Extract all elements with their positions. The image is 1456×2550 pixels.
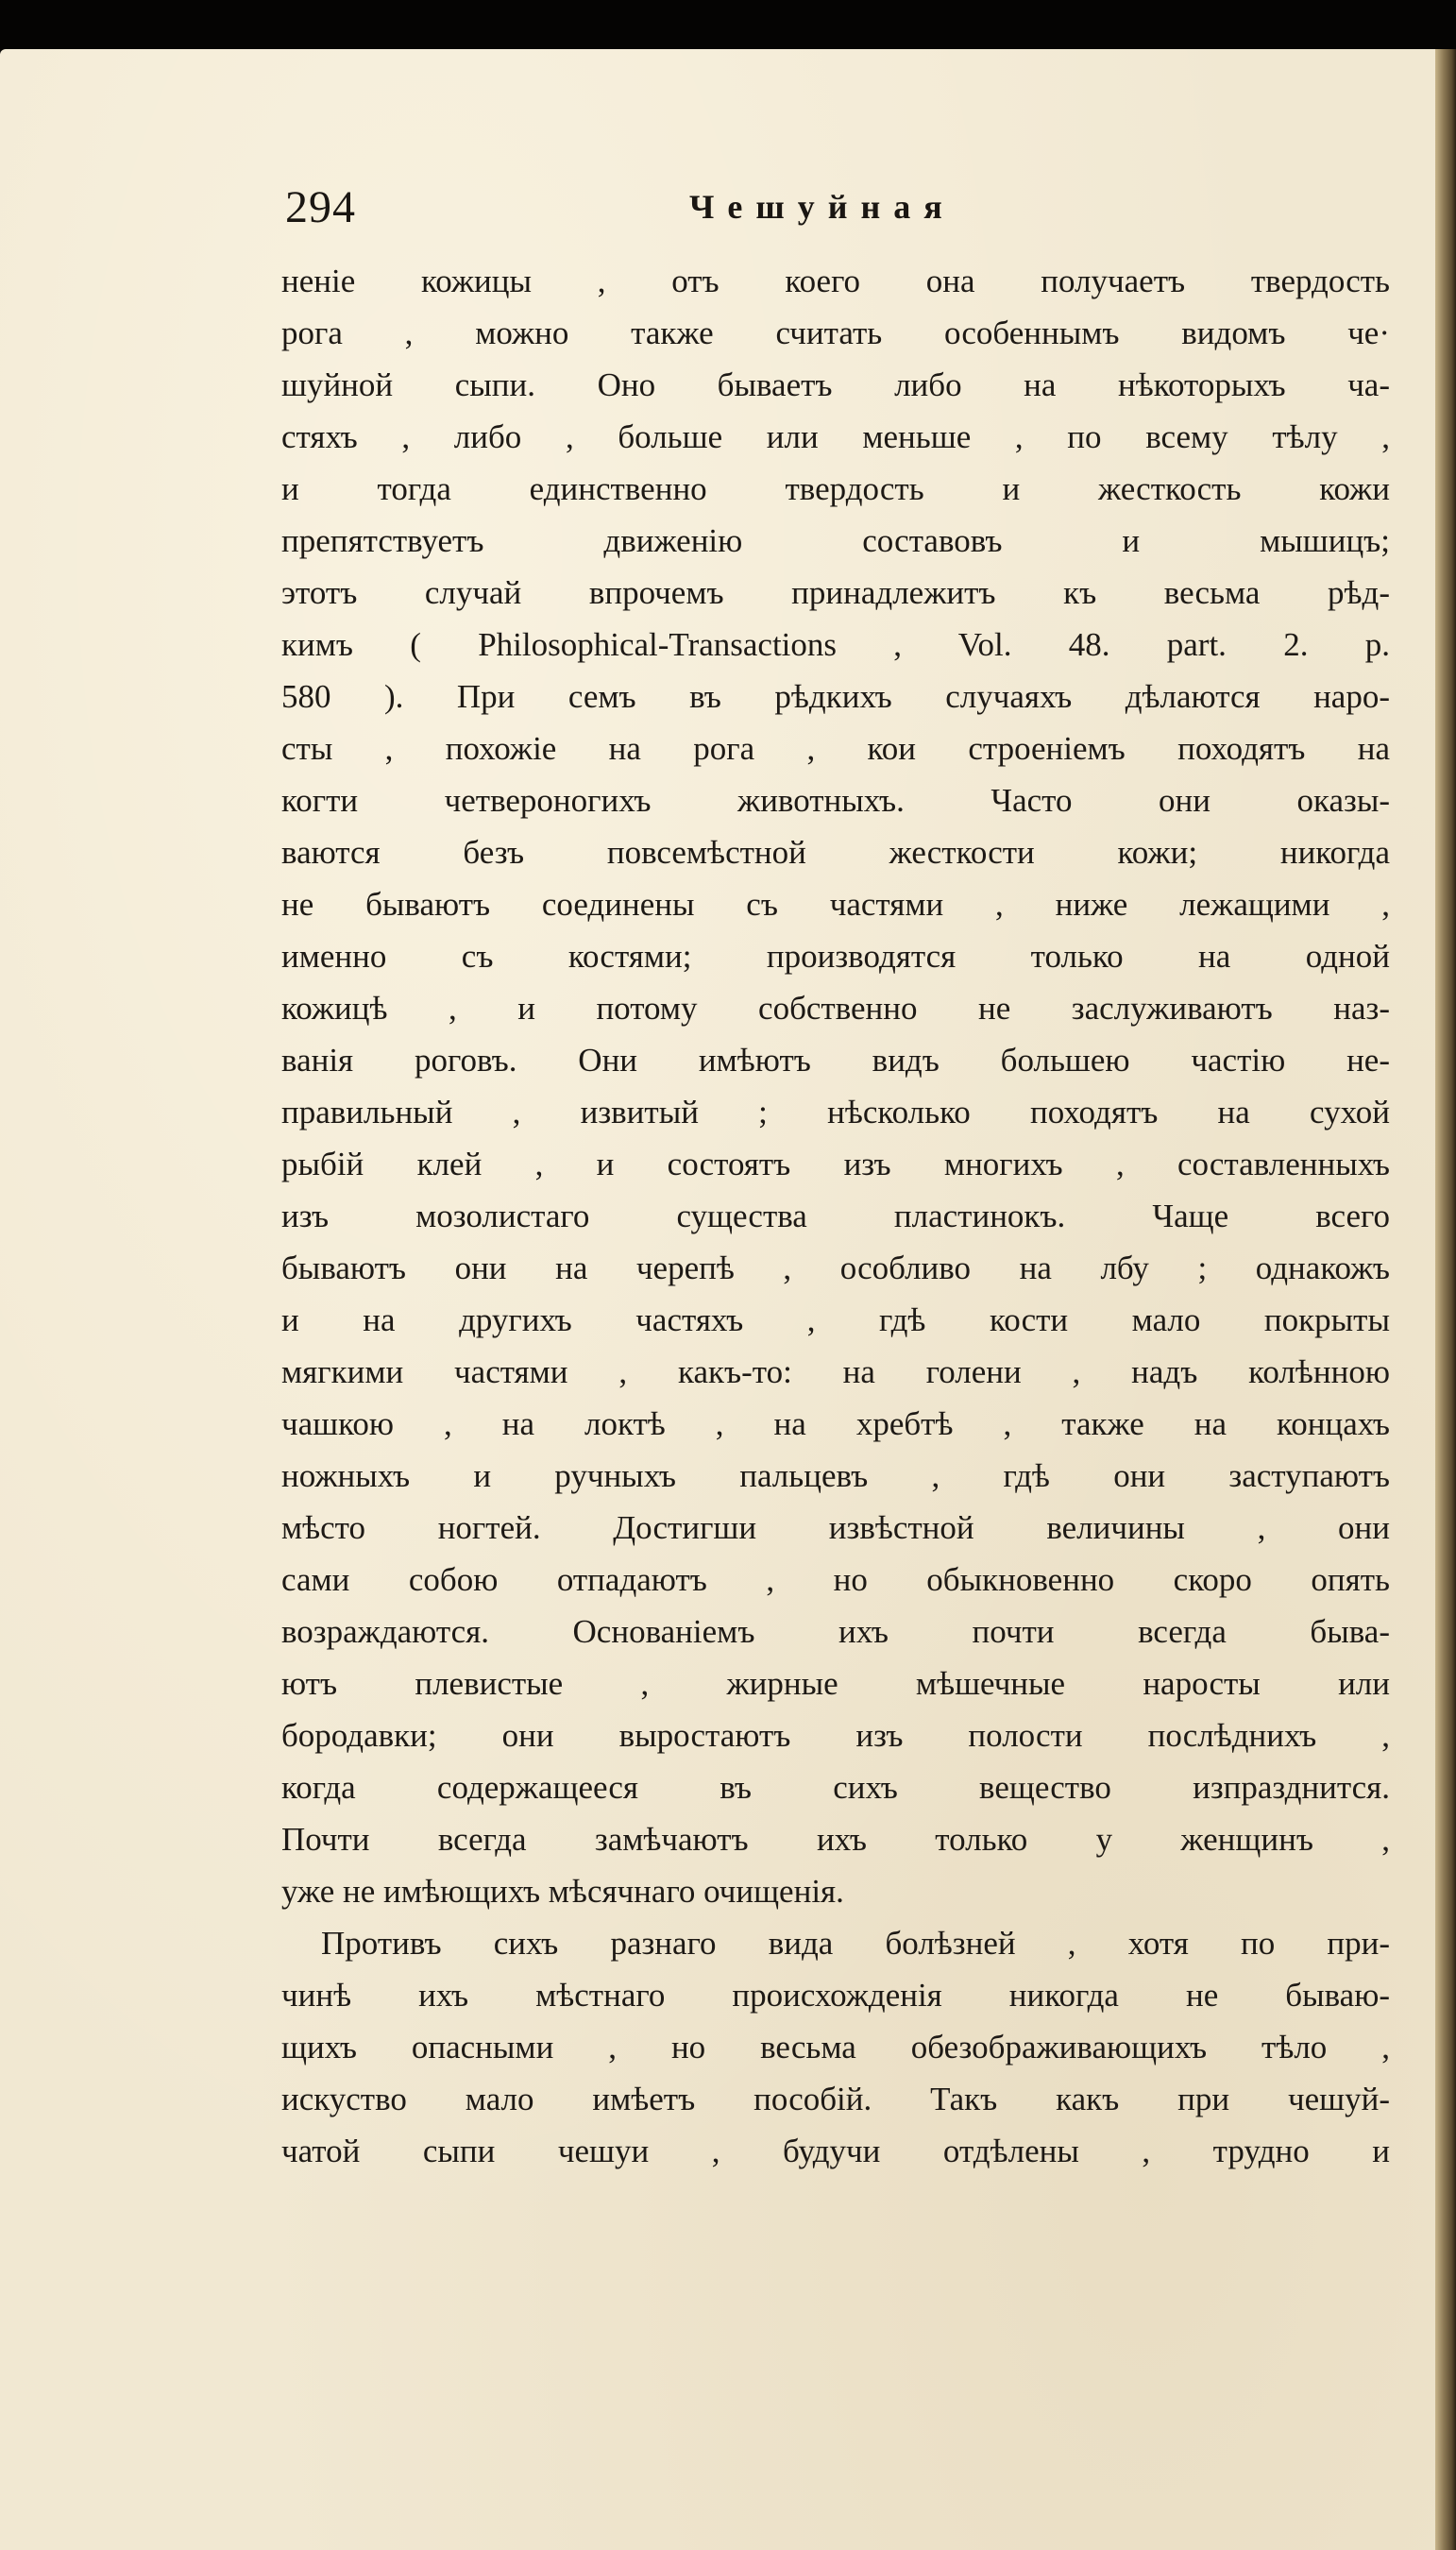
text-line: сты , похожіе на рога , кои строеніемъ походятъ на: [281, 730, 1390, 767]
text-line: неніе кожицы , отъ коего она получаетъ твердость: [281, 263, 1390, 299]
text-line: ваются безъ повсемѣстной жесткости кожи; никогда: [281, 834, 1390, 871]
text-line: когти четвероногихъ животныхъ. Часто они оказы-: [281, 782, 1390, 819]
text-line: когда содержащееся въ сихъ вещество изпразднится.: [281, 1769, 1390, 1806]
text-line: ванія роговъ. Они имѣютъ видъ большею частію не-: [281, 1042, 1390, 1079]
text-line: препятствуетъ движенію составовъ и мышицъ;: [281, 522, 1390, 559]
text-line: Противъ сихъ разнаго вида болѣзней , хотя по при-: [321, 1925, 1390, 1962]
text-line: 580 ). При семъ въ рѣдкихъ случаяхъ дѣлаются наро-: [281, 678, 1390, 715]
text-line: рога , можно также считать особеннымъ видомъ че·: [281, 314, 1390, 351]
text-line: щихъ опасными , но весьма обезображивающихъ тѣло ,: [281, 2029, 1390, 2066]
text-line: Почти всегда замѣчаютъ ихъ только у женщинъ ,: [281, 1821, 1390, 1858]
page-header: [285, 181, 1390, 247]
body-text: [281, 255, 1390, 2177]
text-line: чатой сыпи чешуи , будучи отдѣлены , трудно и: [281, 2133, 1390, 2169]
running-head: Чешуйная: [689, 188, 956, 226]
page-number: 294: [285, 182, 356, 232]
text-line: и на другихъ частяхъ , гдѣ кости мало покрыты: [281, 1301, 1390, 1338]
text-line: мягкими частями , какъ-то: на голени , надъ колѣнною: [281, 1353, 1390, 1390]
text-line: ютъ плевистые , жирные мѣшечные наросты или: [281, 1665, 1390, 1702]
text-line: бываютъ они на черепѣ , особливо на лбу ; однакожъ: [281, 1250, 1390, 1286]
text-line: чинѣ ихъ мѣстнаго происхожденія никогда не бываю-: [281, 1977, 1390, 2014]
text-line: правильный , извитый ; нѣсколько походятъ на сухой: [281, 1094, 1390, 1130]
text-line: уже не имѣющихъ мѣсячнаго очищенія.: [281, 1873, 844, 1910]
text-line: мѣсто ногтей. Достигши извѣстной величины , они: [281, 1509, 1390, 1546]
text-line: ножныхъ и ручныхъ пальцевъ , гдѣ они заступаютъ: [281, 1457, 1390, 1494]
text-line: возраждаются. Основаніемъ ихъ почти всегда быва-: [281, 1613, 1390, 1650]
page-edge-shadow: [1435, 49, 1456, 2550]
text-line: этотъ случай впрочемъ принадлежитъ къ весьма рѣд-: [281, 574, 1390, 611]
text-line: кимъ ( Philosophical-Transactions , Vol. 48. part. 2. p.: [281, 626, 1390, 663]
text-line: шуйной сыпи. Оно бываетъ либо на нѣкоторыхъ ча-: [281, 366, 1390, 403]
text-line: не бываютъ соединены съ частями , ниже лежащими ,: [281, 886, 1390, 923]
text-line: кожицѣ , и потому собственно не заслуживаютъ наз-: [281, 990, 1390, 1027]
text-line: именно съ костями; производятся только на одной: [281, 938, 1390, 975]
text-line: бородавки; они выростаютъ изъ полости послѣднихъ ,: [281, 1717, 1390, 1754]
scan-top-border: [0, 0, 1456, 49]
text-line: чашкою , на локтѣ , на хребтѣ , также на концахъ: [281, 1405, 1390, 1442]
text-line: сами собою отпадаютъ , но обыкновенно скоро опять: [281, 1561, 1390, 1598]
text-line: и тогда единственно твердость и жесткость кожи: [281, 470, 1390, 507]
text-line: изъ мозолистаго существа пластинокъ. Чаще всего: [281, 1198, 1390, 1234]
text-line: стяхъ , либо , больше или меньше , по всему тѣлу ,: [281, 418, 1390, 455]
text-line: рыбій клей , и состоятъ изъ многихъ , составленныхъ: [281, 1146, 1390, 1182]
text-line: искуство мало имѣетъ пособій. Такъ какъ при чешуй-: [281, 2081, 1390, 2117]
